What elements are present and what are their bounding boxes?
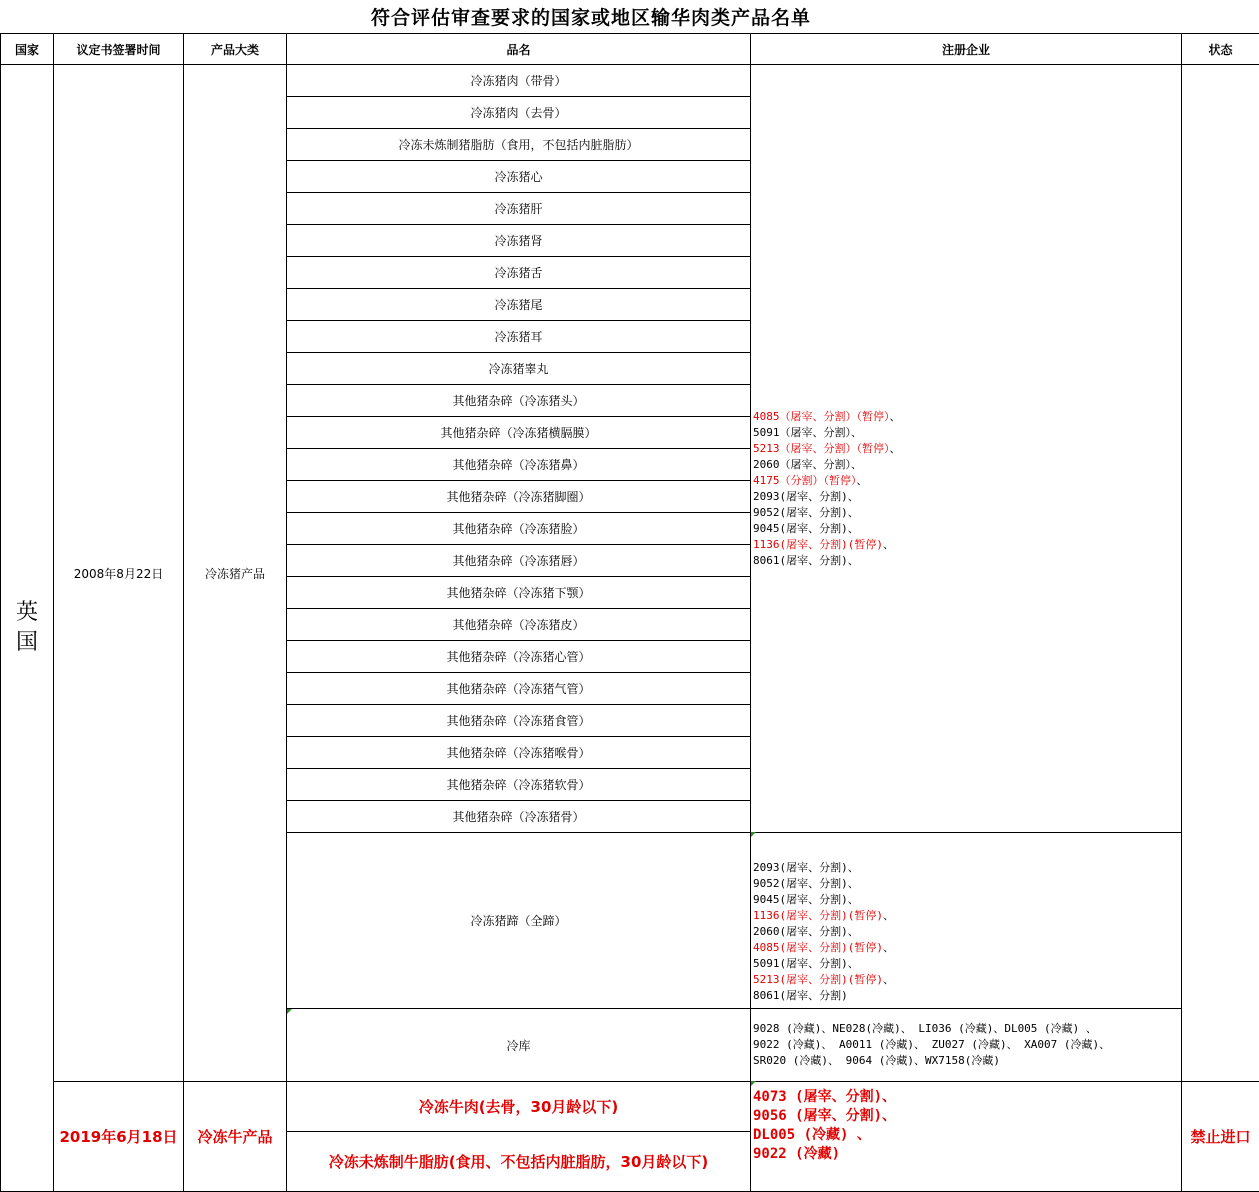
header-country: 国家 bbox=[1, 34, 54, 65]
enterprise-code: 4085（屠宰、分割）（暂停） bbox=[753, 410, 890, 423]
sign-date-cell: 2019年6月18日 bbox=[54, 1082, 184, 1192]
separator: 、 bbox=[851, 458, 862, 471]
header-row bbox=[1, 34, 1259, 65]
enterprise-entry bbox=[753, 924, 1181, 940]
separator: 、 bbox=[848, 893, 859, 906]
product-name-cell: 其他猪杂碎（冷冻猪唇） bbox=[287, 545, 751, 577]
cell-comment-marker bbox=[287, 1009, 292, 1014]
separator: 、 bbox=[851, 426, 862, 439]
enterprise-entry bbox=[753, 940, 1181, 956]
product-name-cell: 冷冻猪心 bbox=[287, 161, 751, 193]
separator: 、 bbox=[883, 941, 894, 954]
category-cell: 冷冻猪产品 bbox=[184, 65, 287, 1082]
enterprise-code: 9052(屠宰、分割) bbox=[753, 877, 848, 890]
product-name-cell: 其他猪杂碎（冷冻猪气管） bbox=[287, 673, 751, 705]
enterprise-entry bbox=[753, 441, 1181, 457]
separator: 、 bbox=[848, 490, 859, 503]
enterprise-entry bbox=[753, 956, 1181, 972]
enterprise-entry bbox=[753, 505, 1181, 521]
sign-date-cell: 2008年8月22日 bbox=[54, 65, 184, 1082]
enterprise-entry bbox=[753, 489, 1181, 505]
enterprise-entry bbox=[753, 521, 1181, 537]
enterprise-code: 4085(屠宰、分割)(暂停) bbox=[753, 941, 883, 954]
product-name-cell: 冷冻未炼制牛脂肪(食用、不包括内脏脂肪，30月龄以下) bbox=[287, 1132, 751, 1192]
enterprise-entry bbox=[753, 972, 1181, 988]
header-status: 状态 bbox=[1182, 34, 1259, 65]
enterprise-code: 9045(屠宰、分割) bbox=[753, 522, 848, 535]
enterprise-cell bbox=[751, 65, 1182, 833]
enterprise-entry bbox=[753, 892, 1181, 908]
product-name-cell: 冷库 bbox=[287, 1009, 751, 1082]
header-enterprise: 注册企业 bbox=[751, 34, 1182, 65]
enterprise-entry bbox=[753, 425, 1181, 441]
product-name-cell: 其他猪杂碎（冷冻猪下颚） bbox=[287, 577, 751, 609]
cell-comment-marker bbox=[751, 832, 756, 837]
country-cell bbox=[1, 65, 54, 1192]
enterprise-code: 5091（屠宰、分割） bbox=[753, 426, 851, 439]
separator: 、 bbox=[848, 554, 859, 567]
separator: 、 bbox=[890, 410, 901, 423]
separator: 、 bbox=[848, 957, 859, 970]
page-title: 符合评估审查要求的国家或地区输华肉类产品名单 bbox=[0, 0, 1182, 33]
category-cell: 冷冻牛产品 bbox=[184, 1082, 287, 1192]
separator: 、 bbox=[883, 909, 894, 922]
cell-comment-marker bbox=[751, 1081, 756, 1086]
enterprise-entry bbox=[753, 473, 1181, 489]
enterprise-cell bbox=[751, 1082, 1182, 1192]
separator: 、 bbox=[883, 538, 894, 551]
country-name: 英国 bbox=[15, 598, 39, 658]
product-table bbox=[0, 33, 1259, 1192]
product-name-cell: 其他猪杂碎（冷冻猪骨） bbox=[287, 801, 751, 833]
separator: 、 bbox=[848, 861, 859, 874]
separator: 、 bbox=[857, 474, 868, 487]
product-name-cell: 冷冻未炼制猪脂肪（食用，不包括内脏脂肪） bbox=[287, 129, 751, 161]
status-cell bbox=[1182, 65, 1259, 1082]
enterprise-code: 1136(屠宰、分割)(暂停) bbox=[753, 538, 883, 551]
enterprise-code: 2060（屠宰、分割） bbox=[753, 458, 851, 471]
product-name-cell: 冷冻牛肉(去骨，30月龄以下) bbox=[287, 1082, 751, 1132]
separator: 、 bbox=[848, 925, 859, 938]
enterprise-entry bbox=[753, 908, 1181, 924]
product-name-cell: 其他猪杂碎（冷冻猪头） bbox=[287, 385, 751, 417]
product-name-cell: 冷冻猪肉（带骨） bbox=[287, 65, 751, 97]
enterprise-entry bbox=[753, 409, 1181, 425]
product-name-cell: 其他猪杂碎（冷冻猪脚圈） bbox=[287, 481, 751, 513]
enterprise-code: 8061(屠宰、分割) bbox=[753, 989, 848, 1002]
enterprise-entry: 9056 (屠宰、分割)、 bbox=[753, 1107, 1181, 1126]
enterprise-code: 2060(屠宰、分割) bbox=[753, 925, 848, 938]
enterprise-code: 5091(屠宰、分割) bbox=[753, 957, 848, 970]
product-name-cell: 其他猪杂碎（冷冻猪鼻） bbox=[287, 449, 751, 481]
table-row bbox=[1, 65, 1259, 97]
enterprise-code: 5213（屠宰、分割）（暂停） bbox=[753, 442, 890, 455]
product-name-cell: 其他猪杂碎（冷冻猪横膈膜） bbox=[287, 417, 751, 449]
product-name-cell: 其他猪杂碎（冷冻猪喉骨） bbox=[287, 737, 751, 769]
header-sign-date: 议定书签署时间 bbox=[54, 34, 184, 65]
product-name-cell: 冷冻猪尾 bbox=[287, 289, 751, 321]
product-name-cell: 冷冻猪舌 bbox=[287, 257, 751, 289]
enterprise-entry bbox=[753, 457, 1181, 473]
enterprise-entry: 9022 (冷藏)、 A0011 (冷藏)、 ZU027 (冷藏)、 XA007 (冷藏)、 bbox=[753, 1037, 1181, 1053]
enterprise-code: 4175（分割）（暂停） bbox=[753, 474, 857, 487]
product-name-cell: 其他猪杂碎（冷冻猪心管） bbox=[287, 641, 751, 673]
enterprise-code: 9045(屠宰、分割) bbox=[753, 893, 848, 906]
enterprise-cell bbox=[751, 833, 1182, 1009]
separator: 、 bbox=[848, 877, 859, 890]
product-name-cell: 其他猪杂碎（冷冻猪食管） bbox=[287, 705, 751, 737]
status-cell: 禁止进口 bbox=[1182, 1082, 1259, 1192]
enterprise-code: 2093(屠宰、分割) bbox=[753, 861, 848, 874]
separator: 、 bbox=[890, 442, 901, 455]
product-name-cell: 冷冻猪肾 bbox=[287, 225, 751, 257]
enterprise-entry: 4073 (屠宰、分割)、 bbox=[753, 1088, 1181, 1107]
enterprise-code: 2093(屠宰、分割) bbox=[753, 490, 848, 503]
separator: 、 bbox=[848, 506, 859, 519]
enterprise-entry: 9022 (冷藏) bbox=[753, 1145, 1181, 1164]
enterprise-code: 8061(屠宰、分割) bbox=[753, 554, 848, 567]
product-name-cell: 其他猪杂碎（冷冻猪皮） bbox=[287, 609, 751, 641]
product-name-cell: 冷冻猪睾丸 bbox=[287, 353, 751, 385]
enterprise-entry bbox=[753, 537, 1181, 553]
enterprise-entry bbox=[753, 988, 1181, 1004]
product-name-cell: 冷冻猪蹄（全蹄） bbox=[287, 833, 751, 1009]
enterprise-entry: SR020 (冷藏)、 9064 (冷藏)、WX7158(冷藏) bbox=[753, 1053, 1181, 1069]
product-name-cell: 冷冻猪耳 bbox=[287, 321, 751, 353]
separator: 、 bbox=[848, 522, 859, 535]
product-name-cell: 冷冻猪肉（去骨） bbox=[287, 97, 751, 129]
enterprise-entry: 9028 (冷藏)、NE028(冷藏)、 LI036 (冷藏)、DL005 (冷藏) 、 bbox=[753, 1021, 1181, 1037]
product-name-cell: 冷冻猪肝 bbox=[287, 193, 751, 225]
enterprise-entry bbox=[753, 876, 1181, 892]
product-name-cell: 其他猪杂碎（冷冻猪脸） bbox=[287, 513, 751, 545]
header-product: 品名 bbox=[287, 34, 751, 65]
enterprise-code: 5213(屠宰、分割)(暂停) bbox=[753, 973, 883, 986]
enterprise-code: 9052(屠宰、分割) bbox=[753, 506, 848, 519]
header-category: 产品大类 bbox=[184, 34, 287, 65]
enterprise-cell bbox=[751, 1009, 1182, 1082]
separator: 、 bbox=[883, 973, 894, 986]
enterprise-entry: DL005 (冷藏) 、 bbox=[753, 1126, 1181, 1145]
product-name-cell: 其他猪杂碎（冷冻猪软骨） bbox=[287, 769, 751, 801]
enterprise-code: 1136(屠宰、分割)(暂停) bbox=[753, 909, 883, 922]
table-row bbox=[1, 1082, 1259, 1132]
enterprise-entry bbox=[753, 860, 1181, 876]
enterprise-entry bbox=[753, 553, 1181, 569]
